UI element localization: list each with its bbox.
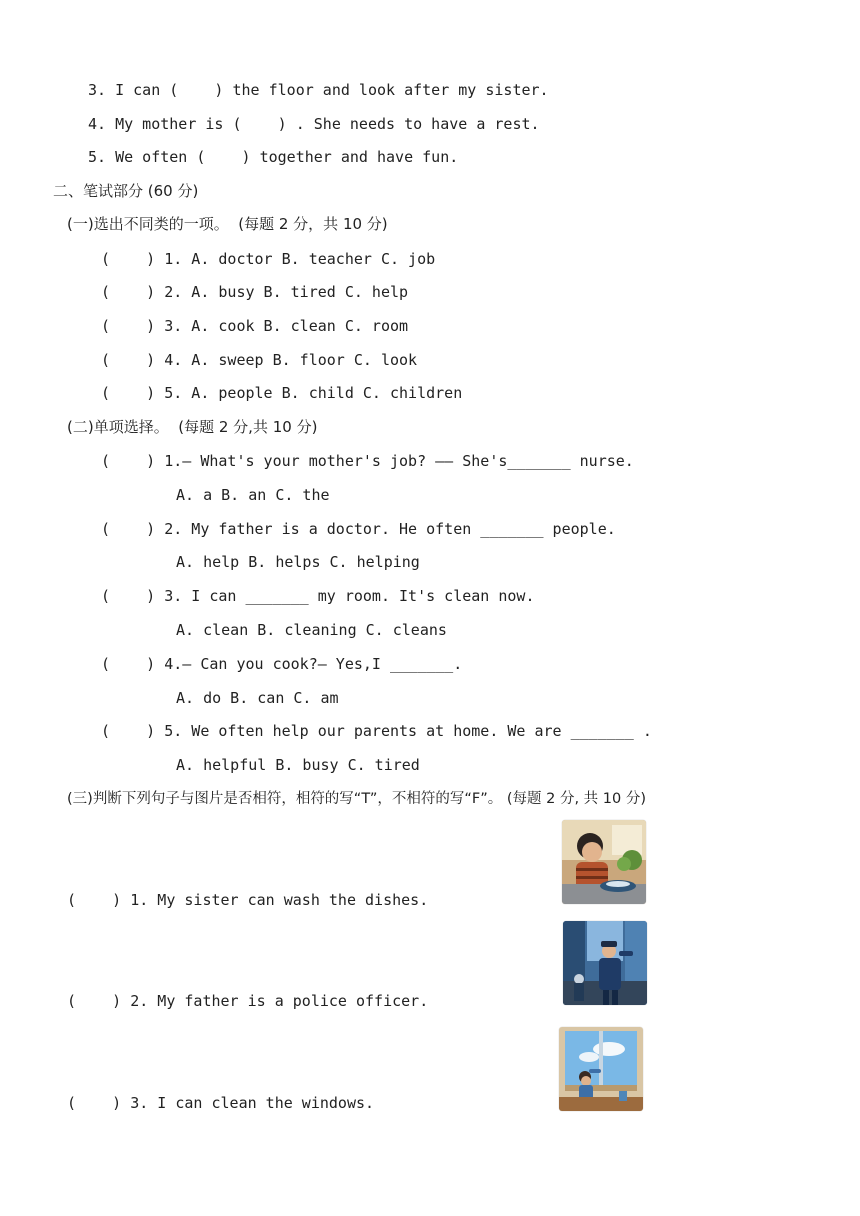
part2-question: ( ) 5. We often help our parents at home. We are _______ .: [101, 722, 652, 740]
part3-item: ( ) 2. My father is a police officer.: [67, 992, 429, 1010]
section-header-written: 二、笔试部分 (60 分): [53, 182, 199, 200]
part3-item: ( ) 3. I can clean the windows.: [67, 1094, 375, 1112]
part2-options: A. helpful B. busy C. tired: [176, 756, 420, 774]
part2-question: ( ) 1.— What's your mother's job? —— She's_______ nurse.: [101, 452, 634, 470]
part2-options: A. do B. can C. am: [176, 689, 339, 707]
part1-item: ( ) 1. A. doctor B. teacher C. job: [101, 250, 436, 268]
part1-item: ( ) 4. A. sweep B. floor C. look: [101, 351, 418, 369]
part3-title: (三)判断下列句子与图片是否相符，相符的写“T”，不相符的写“F”。 (每题 2 分, 共 10 分): [67, 791, 646, 807]
listening-item-4: 4. My mother is ( ) . She needs to have a rest.: [88, 115, 540, 133]
listening-item-3: 3. I can ( ) the floor and look after my sister.: [88, 81, 549, 99]
part2-question: ( ) 2. My father is a doctor. He often _______ people.: [101, 520, 616, 538]
part1-title: (一)选出不同类的一项。 (每题 2 分，共 10 分): [67, 215, 388, 233]
part3-item: ( ) 1. My sister can wash the dishes.: [67, 891, 429, 909]
part2-title: (二)单项选择。 (每题 2 分,共 10 分): [67, 418, 318, 436]
boy-washing-dishes-photo: [562, 820, 646, 904]
part2-options: A. clean B. cleaning C. cleans: [176, 621, 447, 639]
part1-item: ( ) 3. A. cook B. clean C. room: [101, 317, 409, 335]
part1-item: ( ) 2. A. busy B. tired C. help: [101, 283, 409, 301]
part2-options: A. help B. helps C. helping: [176, 553, 420, 571]
part2-question: ( ) 4.— Can you cook?— Yes,I _______.: [101, 655, 463, 673]
child-cleaning-window-photo: [559, 1027, 643, 1111]
police-officer-city-photo: [563, 921, 647, 1005]
listening-item-5: 5. We often ( ) together and have fun.: [88, 148, 459, 166]
part2-options: A. a B. an C. the: [176, 486, 330, 504]
part1-item: ( ) 5. A. people B. child C. children: [101, 384, 463, 402]
part2-question: ( ) 3. I can _______ my room. It's clean now.: [101, 587, 535, 605]
